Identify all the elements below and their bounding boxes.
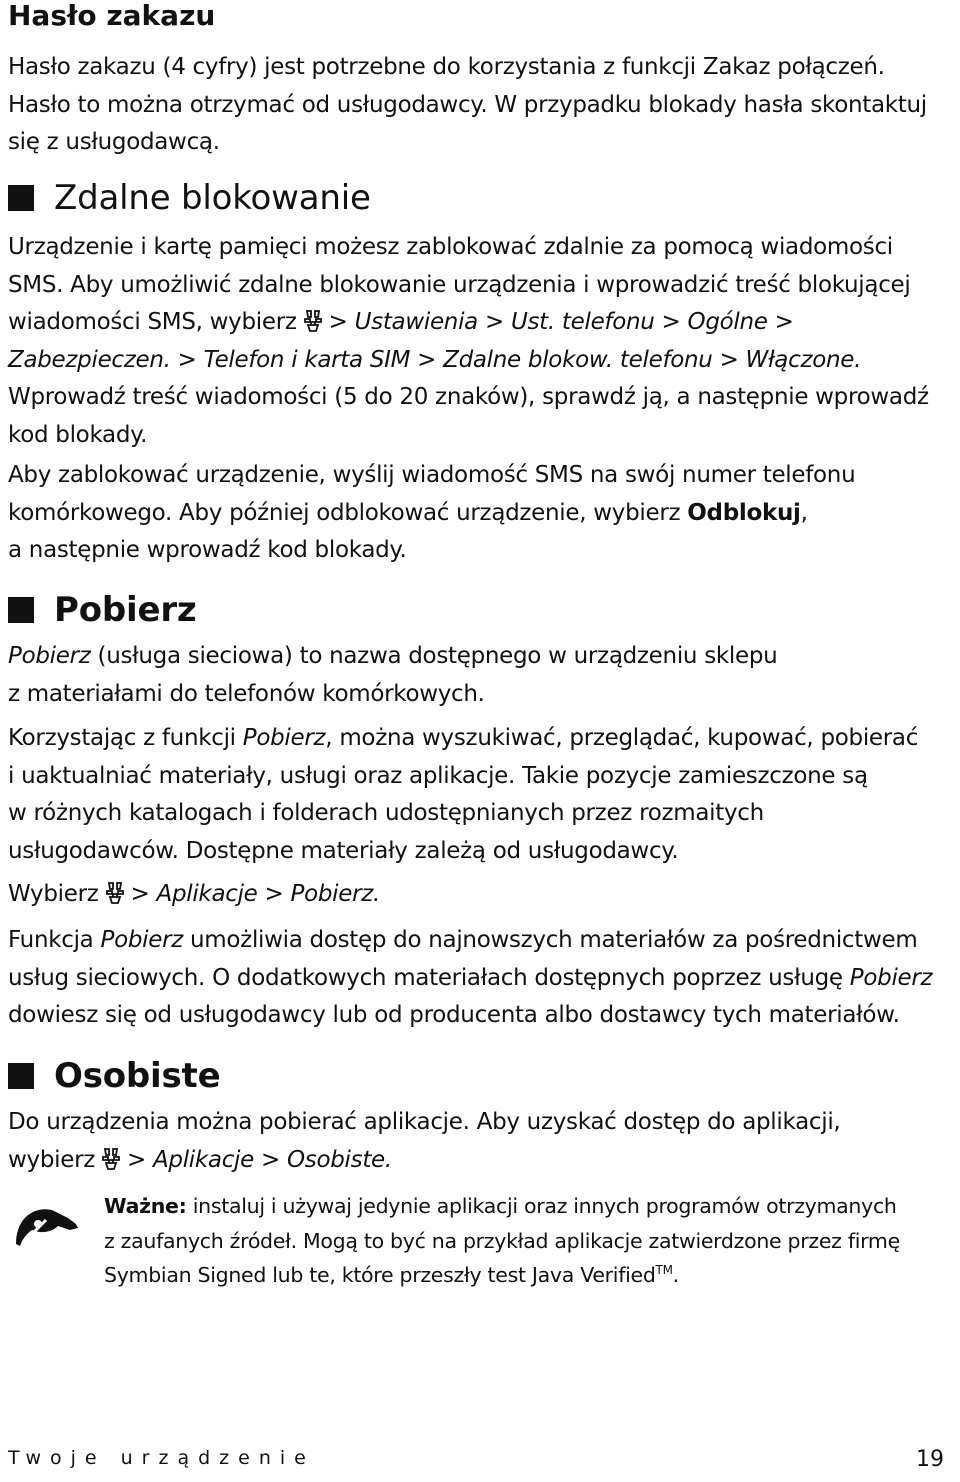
paragraph-osobiste <box>8 1104 840 1179</box>
paragraph-pobierz-2 <box>8 720 918 870</box>
footer-section-name: Twoje urządzenie <box>8 1447 315 1469</box>
text-segment: , <box>800 499 808 526</box>
app-name: Pobierz <box>849 964 933 991</box>
note-label: Ważne: <box>104 1194 187 1218</box>
text-line: z zaufanych źródeł. Mogą to być na przykład aplikacje zatwierdzone przez firmę <box>104 1228 900 1253</box>
text-segment: komórkowego. Aby później odblokować urządzenie, wybierz <box>8 499 681 526</box>
paragraph-pobierz-4 <box>8 922 932 1035</box>
text-segment: Korzystając z funkcji <box>8 725 243 751</box>
paragraph-zdalne-2 <box>8 457 855 570</box>
section-title-zdalne-blokowanie <box>8 176 371 220</box>
square-bullet-icon <box>8 597 34 623</box>
odblokuj-option: Odblokuj <box>687 499 801 526</box>
text-line: się z usługodawcą. <box>8 129 220 155</box>
text-line: dowiesz się od usługodawcy lub od producenta albo dostawcy tych materiałów. <box>8 1002 900 1028</box>
text-line <box>8 960 932 998</box>
text-segment: Wybierz <box>8 881 99 907</box>
app-name: Pobierz <box>242 725 326 751</box>
text-line <box>104 1258 900 1293</box>
section-title-text: Pobierz <box>54 590 197 630</box>
text-segment: (usługa sieciowa) to nazwa dostępnego w urządzeniu sklepu <box>90 643 778 669</box>
text-segment: usług sieciowych. O dodatkowych materiałach dostępnych poprzez usługę <box>8 964 850 991</box>
text-segment: wiadomości SMS, wybierz <box>8 309 297 335</box>
app-name: Pobierz <box>8 643 91 669</box>
menu-path: > Aplikacje > Pobierz. <box>130 881 381 907</box>
menu-path: > Ustawienia > Ust. telefonu > Ogólne > <box>328 309 794 335</box>
text-line <box>8 342 929 380</box>
text-line: Aby zablokować urządzenie, wyślij wiadomość SMS na swój numer telefonu <box>8 462 856 488</box>
text-line <box>8 922 932 960</box>
text-line: usługodawców. Dostępne materiały zależą od usługodawcy. <box>8 837 679 864</box>
text-line: z materiałami do telefonów komórkowych. <box>8 680 485 707</box>
text-line <box>8 495 855 533</box>
text-line <box>8 720 918 758</box>
text-segment: umożliwia dostęp do najnowszych materiałów za pośrednictwem <box>183 927 918 953</box>
menu-key-icon <box>99 1146 123 1172</box>
page-number: 19 <box>916 1447 944 1472</box>
menu-key-icon <box>301 308 325 334</box>
text-segment: instaluj i używaj jedynie aplikacji oraz innych programów otrzymanych <box>186 1194 897 1218</box>
section-title-haslo-zakazu: Hasło zakazu <box>8 0 216 32</box>
text-line <box>8 1142 840 1180</box>
menu-path: > Aplikacje > Osobiste. <box>127 1146 392 1173</box>
text-line: Hasło to można otrzymać od usługodawcy. W przypadku blokady hasła skontaktuj <box>8 91 927 118</box>
text-line <box>8 304 929 342</box>
trademark-symbol: TM <box>655 1263 673 1278</box>
text-segment: Funkcja <box>8 927 101 953</box>
text-line <box>8 876 380 914</box>
square-bullet-icon <box>8 1063 34 1089</box>
paragraph-pobierz-1 <box>8 638 777 713</box>
text-line: Urządzenie i kartę pamięci możesz zablokować zdalnie za pomocą wiadomości <box>8 234 893 260</box>
text-segment: Symbian Signed lub te, które przeszły test Java Verified <box>104 1263 656 1287</box>
text-line: Wprowadź treść wiadomości (5 do 20 znaków), sprawdź ją, a następnie wprowadź <box>8 384 929 410</box>
text-line: kod blokady. <box>8 421 148 448</box>
section-title-osobiste <box>8 1054 220 1098</box>
text-line: i uaktualniać materiały, usługi oraz aplikacje. Takie pozycje zamieszczone są <box>8 762 868 789</box>
text-segment: wybierz <box>8 1146 95 1173</box>
important-note <box>104 1189 900 1293</box>
square-bullet-icon <box>8 185 34 211</box>
text-line: Hasło zakazu (4 cyfry) jest potrzebne do korzystania z funkcji Zakaz połączeń. <box>8 54 885 80</box>
menu-key-icon <box>103 880 127 906</box>
text-segment: , można wyszukiwać, przeglądać, kupować, pobierać <box>325 725 919 751</box>
text-line: w różnych katalogach i folderach udostępnianych przez rozmaitych <box>8 800 764 826</box>
menu-path: Zabezpieczen. > Telefon i karta SIM > Zdalne blokow. telefonu > Włączone. <box>8 346 862 373</box>
note-pen-icon <box>12 1200 82 1250</box>
text-line <box>104 1189 900 1224</box>
section-title-text: Zdalne blokowanie <box>54 178 371 218</box>
text-line: Do urządzenia można pobierać aplikacje. Aby uzyskać dostęp do aplikacji, <box>8 1109 841 1135</box>
text-line <box>8 638 777 676</box>
text-line: SMS. Aby umożliwić zdalne blokowanie urządzenia i wprowadzić treść blokującej <box>8 271 911 298</box>
paragraph-haslo-zakazu <box>8 49 927 162</box>
paragraph-zdalne-1 <box>8 229 929 454</box>
text-segment: . <box>672 1263 679 1287</box>
app-name: Pobierz <box>100 927 184 953</box>
text-line: a następnie wprowadź kod blokady. <box>8 537 407 563</box>
section-title-text: Osobiste <box>54 1056 221 1096</box>
paragraph-pobierz-3 <box>8 876 380 914</box>
section-title-pobierz <box>8 588 197 632</box>
